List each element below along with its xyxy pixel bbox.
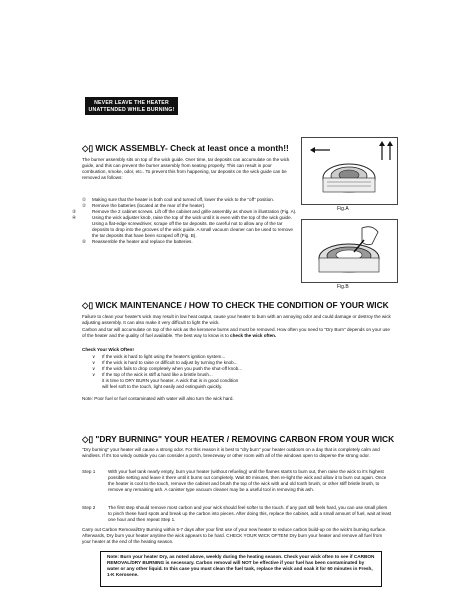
dry-burn-line-2: will feel soft to the touch, light easily and extinguish quickly. — [102, 384, 223, 389]
step-list — [72, 197, 300, 245]
wick-assembly-intro: The burner assembly sits on top of the wick guide. Over time, tar deposits can accumulate on the wick guide, and this can prevent the burner assembly from seating properly. This can result in poor combustion, smoke, odor, etc.. To prevent this from happening, tar deposits on the wick guide can be removed as follows: — [82, 157, 290, 180]
check-list — [92, 354, 342, 390]
list-item: ∨ If the wick fails to drop completely when you push the shut-off knob... — [92, 366, 243, 371]
step-mark: ② — [82, 203, 87, 208]
list-item: ③ Remove the 2 cabinet screws. Lift off the cabinet and grille assembly as shown in illustration (Fig. A). — [72, 209, 297, 214]
wick-scrape-illustration — [302, 220, 397, 282]
list-item: ∨ If the wick is hard to light using the heater's ignition system... — [92, 354, 226, 359]
section-heading-dry-burning — [82, 434, 394, 444]
list-item: ② Remove the batteries (located at the rear of the heater). — [82, 203, 206, 208]
figure-a-label: Fig.A — [337, 206, 349, 212]
list-item: ∨ If the top of the wick is stiff & hard like a bristle brush... — [92, 372, 213, 377]
dry-burn-line-1: it is time to DRY BURN your heater. A wick that is in good condition — [102, 378, 239, 383]
list-item: ① Making sure that the heater is both cool and turned off, lower the wick to the "off" position. — [82, 197, 275, 202]
list-item: ∨ If the wick is hard to raise or difficult to adjust by turning the knob... — [92, 360, 238, 365]
figure-b — [301, 219, 398, 283]
step-1-text: With your fuel tank nearly empty, burn your heater (without refueling) until the flames starts to burn out, then raise the wick to it's highest possible setting and leave it there until it burns out completely. Wait 60 minutes, then re-light the wick and allow it to burn out again. Once the heater is cool to the touch, remove the cabinet and brush the top of the wick with and old tooth brush, or other stiff bristle brush, to remove any remaining ash. A canister type vacuum cleaner may be a useful tool in removing this ash. — [108, 469, 387, 492]
section-title: WICK MAINTENANCE / HOW TO CHECK THE CONDITION OF YOUR WICK — [95, 300, 389, 310]
list-item: ④ Using the wick adjuster knob, raise the top of the wick until it is even with the top of the wick guide. Using a flat-edge screwdriver, scrape off the tar deposits. Be careful not to allow any of the tar deposits to drop into the grooves of the wick guide. A small vacuum cleaner can be used to remove the tar deposits that have been scraped off (Fig. B). — [72, 215, 293, 238]
section-title: "DRY BURNING" YOUR HEATER / REMOVING CARBON FROM YOUR WICK — [95, 434, 395, 444]
maintenance-note: Note: Poor fuel or fuel contaminated with water will also turn the wick hard. — [82, 396, 234, 401]
section-marker: ◇▯ — [82, 143, 94, 153]
step-1-label: Step 1 — [82, 469, 96, 474]
figure-a — [301, 137, 398, 205]
warning-banner — [85, 97, 178, 115]
step-mark: ⑤ — [82, 239, 87, 244]
list-item: ⑤ Reassemble the heater and replace the batteries. — [82, 239, 193, 244]
maintenance-paragraph-1: Failure to clean your heater's wick may result in low heat output, cause your heater to burn with an annoying odor and could damage or destroy the wick adjusting assembly. It can also make it very difficult to light the wick. — [82, 314, 391, 325]
heater-top-illustration — [302, 138, 397, 204]
check-wick-heading: Check Your Wick Often! — [82, 347, 134, 352]
section-heading-wick-assembly — [82, 143, 289, 153]
section-heading-wick-maintenance — [82, 300, 389, 310]
step-2-text: The first step should remove most carbon and your wick should feel softer to the touch. If any part still feels hard, you can use small pliers to pinch these hard spots and break up the carbon into pieces. After doing this, replace the cabinet, add a small amount of fuel, wait at least one hour and then repeat Step 1. — [108, 505, 392, 522]
dry-burning-closing: Carry out Carbon Removal/Dry Burning within 5-7 days after your first use of your new heater to reduce carbon build-up on the wick's burning surface. Afterwards, Dry burn your heater anytime the wick appears to be hard. CHECK YOUR WICK OFTEN! Dry burn your heater and remove all fuel from your heater at the end of the heating season. — [82, 527, 387, 544]
warning-line-2: UNATTENDED WHILE BURNING! — [88, 106, 175, 113]
section-marker: ◇▯ — [82, 300, 94, 310]
step-mark: ③ — [72, 209, 77, 214]
warning-line-1: NEVER LEAVE THE HEATER — [94, 100, 169, 106]
note-box: Note: Burn your heater Dry, as noted above, weekly during the heating season. Check your wick often to see if CARBON REMOVAL/DRY BURNING is necessary. Carbon removal will NOT be effective if your fuel has been contaminated by water or any other liquid. In this case you must clean the fuel tank, replace the wick and soak it for 60 minutes in Fresh, 1-K Kerosene. — [100, 551, 382, 587]
step-mark: ④ — [72, 215, 77, 220]
step-2-label: Step 2 — [82, 505, 96, 510]
dry-burning-intro: "Dry burning" your heater will cause a strong odor. For this reason it is best to "dry burn" your heater outdoors on a day that is completely calm and windless. If it's too windy outside you can consider a porch, breezeway or other room with all of the windows open to disperse the strong odor. — [82, 447, 380, 458]
section-title: WICK ASSEMBLY- Check at least once a month!! — [95, 143, 289, 153]
step-mark: ① — [82, 197, 87, 202]
section-marker: ◇▯ — [82, 434, 94, 444]
figure-b-label: Fig.B — [337, 284, 349, 290]
maintenance-paragraph-2: Carbon and tar will accumulate on top of the wick as the kerosene burns and must be removed. How often you need to "Dry Burn" depends on your use of the heater and the quality of fuel available. The best way to know is to check the wick often. — [82, 327, 390, 338]
